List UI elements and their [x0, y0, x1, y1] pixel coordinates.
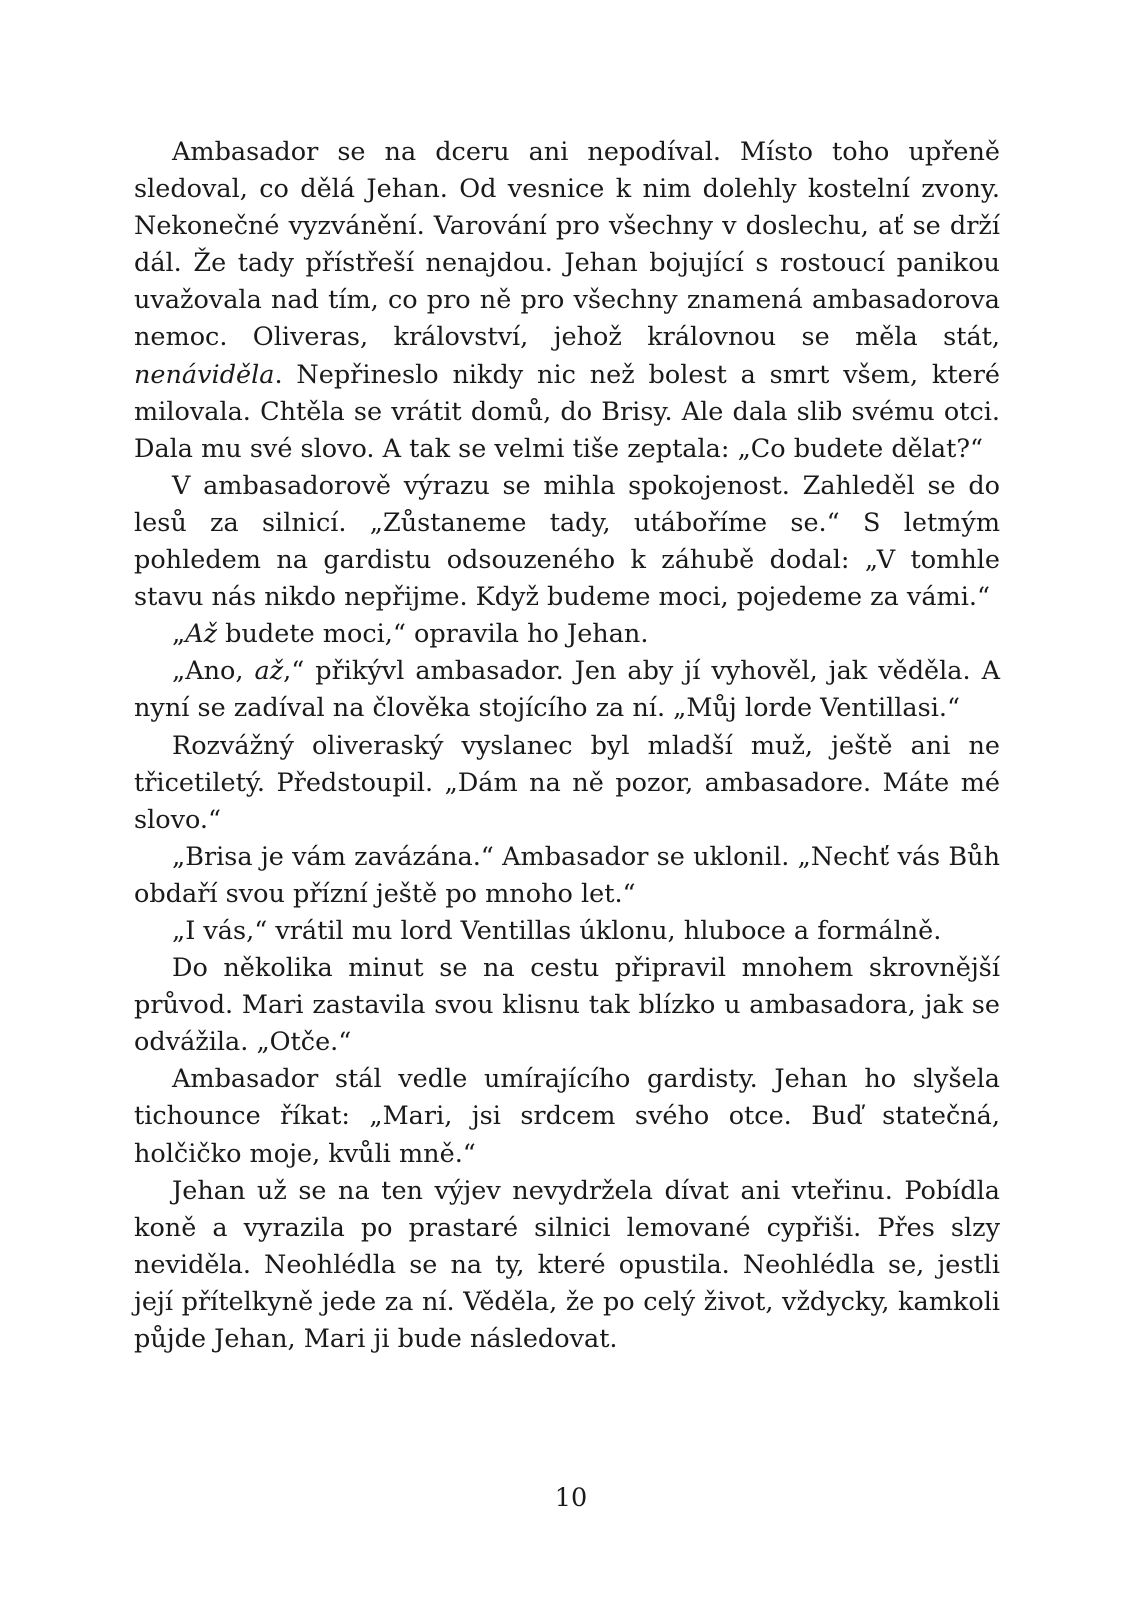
paragraph-9: Ambasador stál vedle umírajícího gardisty. Jehan ho slyšela tichounce říkat: „Mari, jsi srdcem svého otce. Buď statečná, holčičko moje, kvůli mně.“ [134, 1064, 1000, 1169]
paragraph-3: „Až budete moci,“ opravila ho Jehan. [172, 619, 649, 650]
paragraph-10: Jehan už se na ten výjev nevydržela dívat ani vteřinu. Pobídla koně a vyrazila po prastaré silnici lemované cypřiši. Přes slzy neviděla. Neohlédla se na ty, které opustila. Neohlédla se, jestli její přítelkyně jede za ní. Věděla, že po celý život, vždycky, kamkoli půjde Jehan, Mari ji bude následovat. [134, 1175, 1000, 1354]
emphasis: nenáviděla [134, 359, 275, 390]
page-number: 10 [554, 1483, 588, 1513]
paragraph-5: Rozvážný oliveraský vyslanec byl mladší muž, ještě ani ne třicetiletý. Předstoupil. „Dám na ně pozor, ambasadore. Máte mé slovo.“ [134, 730, 1000, 835]
paragraph-7: „I vás,“ vrátil mu lord Ventillas úklonu, hluboce a formálně. [172, 915, 942, 946]
paragraph-2: V ambasadorově výrazu se mihla spokojenost. Zahleděl se do lesů za silnicí. „Zůstaneme tady, utáboříme se.“ S letmým pohledem na gardistu odsouzeného k záhubě dodal: „V tomhle stavu nás nikdo nepřijme. Když budeme moci, pojedeme za vámi.“ [134, 470, 1000, 613]
body-text [134, 134, 1000, 1358]
paragraph-4: „Ano, až,“ přikývl ambasador. Jen aby jí vyhověl, jak věděla. A nyní se zadíval na člověka stojícího za ní. „Můj lorde Ventillasi.“ [134, 656, 1000, 724]
paragraph-1: Ambasador se na dceru ani nepodíval. Místo toho upřeně sledoval, co dělá Jehan. Od vesnice k nim dolehly kostelní zvony. Nekonečné vyzvánění. Varování pro všechny v doslechu, ať se drží dál. Že tady přístřeší nenajdou. Jehan bojující s rostoucí panikou uvažovala nad tím, co pro ně pro všechny znamená ambasadorova nemoc. Oliveras, království, jehož královnou se měla stát, nenáviděla. Nepřineslo nikdy nic než bolest a smrt všem, které milovala. Chtěla se vrátit domů, do Brisy. Ale dala slib svému otci. Dala mu své slovo. A tak se velmi tiše zeptala: „Co budete dělat?“ [134, 137, 1000, 464]
emphasis: Až [185, 619, 218, 650]
paragraph-8: Do několika minut se na cestu připravil mnohem skrovnější průvod. Mari zastavila svou klisnu tak blízko u ambasadora, jak se odvážila. „Otče.“ [134, 953, 1000, 1058]
emphasis: až [254, 656, 284, 687]
paragraph-6: „Brisa je vám zavázána.“ Ambasador se uklonil. „Nechť vás Bůh obdaří svou přízní ještě po mnoho let.“ [134, 841, 1000, 909]
